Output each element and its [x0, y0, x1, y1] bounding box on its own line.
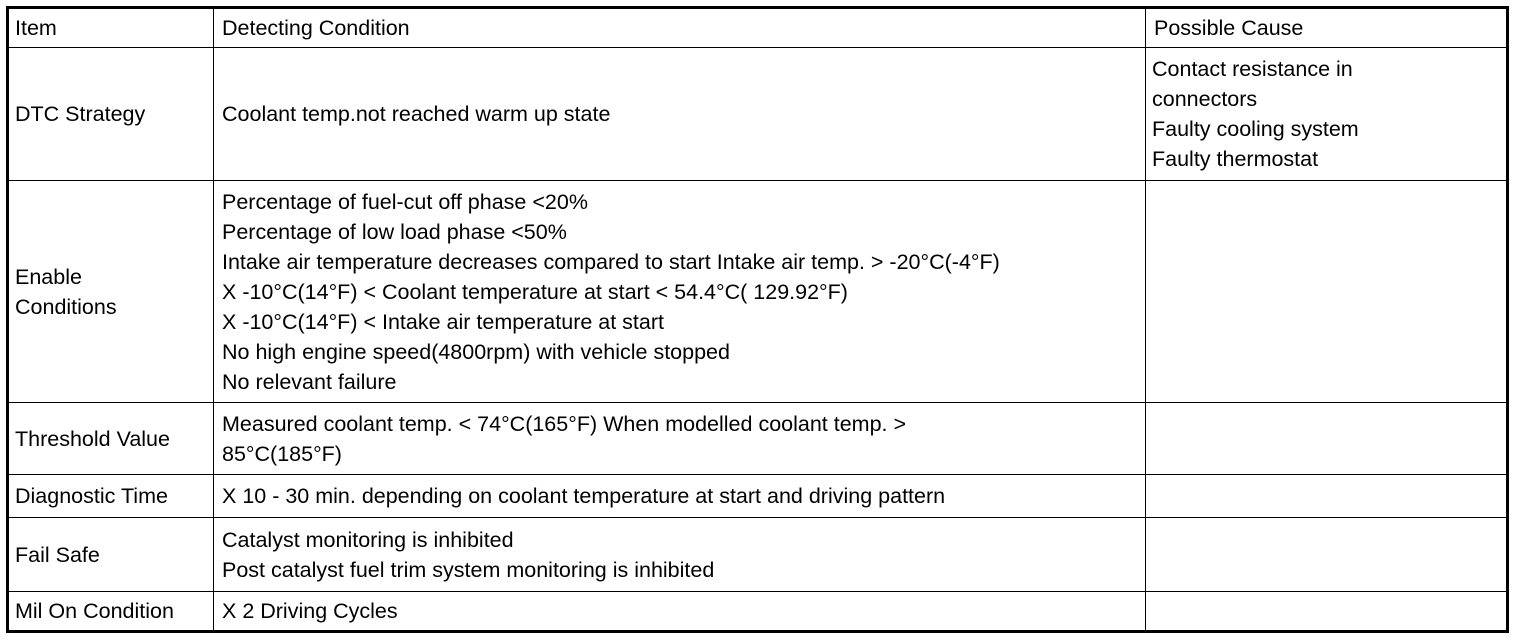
condition-cell — [214, 48, 1146, 181]
table-row-threshold-value — [8, 403, 1508, 475]
table-row-diagnostic-time — [8, 475, 1508, 518]
item-line: Enable — [15, 264, 82, 289]
condition-cell — [214, 592, 1146, 632]
condition-line: Measured coolant temp. < 74°C(165°F) When modelled coolant temp. > — [222, 411, 907, 436]
condition-line: Percentage of fuel-cut off phase <20% — [222, 189, 588, 214]
item-cell — [8, 181, 214, 403]
condition-cell — [214, 518, 1146, 592]
cause-line: Contact resistance in — [1152, 57, 1353, 81]
condition-cell — [214, 403, 1146, 475]
item-cell: Fail Safe — [8, 518, 214, 592]
condition-line: X -10°C(14°F) < Coolant temperature at start < 54.4°C( 129.92°F) — [222, 279, 848, 304]
cause-line: connectors — [1152, 87, 1258, 111]
diagnostic-spec-table — [6, 6, 1509, 633]
cause-cell — [1146, 181, 1508, 403]
item-cell: Mil On Condition — [8, 592, 214, 632]
condition-line: Percentage of low load phase <50% — [222, 219, 567, 244]
condition-line: Coolant temp.not reached warm up state — [222, 102, 611, 126]
condition-cell — [214, 181, 1146, 403]
table-header-row — [8, 8, 1508, 48]
cause-cell — [1146, 475, 1508, 518]
condition-line: No relevant failure — [222, 369, 397, 394]
cause-line: Faulty thermostat — [1152, 147, 1319, 171]
table-row-mil-on-condition — [8, 592, 1508, 632]
header-possible-cause: Possible Cause — [1146, 8, 1508, 48]
table-row-dtc-strategy — [8, 48, 1508, 181]
condition-line: 85°C(185°F) — [222, 441, 342, 466]
condition-line: Catalyst monitoring is inhibited — [222, 527, 514, 552]
header-detecting-condition: Detecting Condition — [214, 8, 1146, 48]
cause-cell — [1146, 403, 1508, 475]
condition-line: X -10°C(14°F) < Intake air temperature at start — [222, 309, 664, 334]
condition-line: X 2 Driving Cycles — [222, 599, 398, 623]
cause-line: Faulty cooling system — [1152, 117, 1359, 141]
cause-cell — [1146, 518, 1508, 592]
table-row-enable-conditions — [8, 181, 1508, 403]
condition-line: X 10 - 30 min. depending on coolant temperature at start and driving pattern — [222, 484, 946, 508]
header-item: Item — [8, 8, 214, 48]
cause-cell — [1146, 592, 1508, 632]
item-line: Conditions — [15, 294, 117, 319]
condition-cell — [214, 475, 1146, 518]
item-cell: Diagnostic Time — [8, 475, 214, 518]
condition-line: Intake air temperature decreases compared to start Intake air temp. > -20°C(-4°F) — [222, 249, 1000, 274]
cause-cell — [1146, 48, 1508, 181]
table-row-fail-safe — [8, 518, 1508, 592]
condition-line: No high engine speed(4800rpm) with vehicle stopped — [222, 339, 730, 364]
item-cell: DTC Strategy — [8, 48, 214, 181]
condition-line: Post catalyst fuel trim system monitoring is inhibited — [222, 557, 715, 582]
item-cell: Threshold Value — [8, 403, 214, 475]
